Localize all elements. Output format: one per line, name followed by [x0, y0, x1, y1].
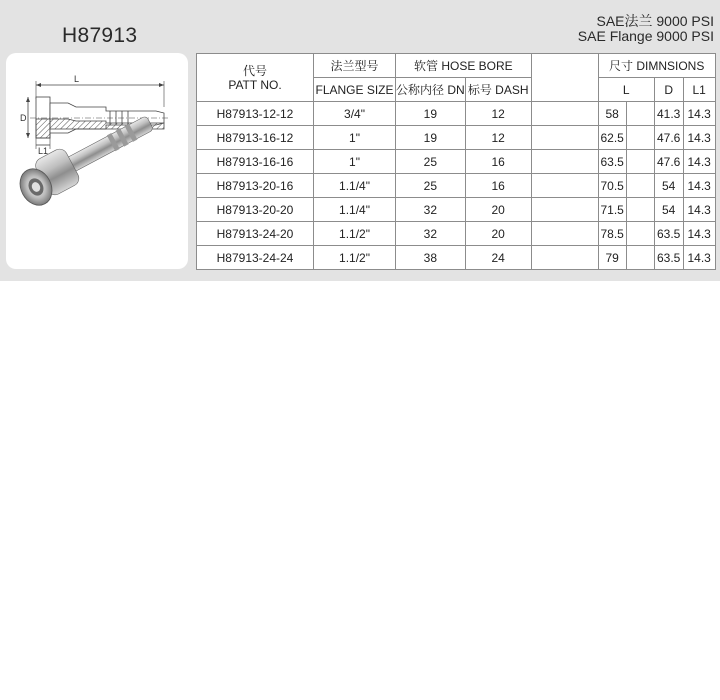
product-image-card: [6, 53, 188, 269]
spec-en: SAE Flange 9000 PSI: [577, 28, 714, 44]
cell-blank: [531, 126, 598, 150]
cell-blank: [626, 102, 654, 126]
cell-flange: 1.1/2": [314, 222, 396, 246]
col-header-blank: [531, 54, 598, 102]
cell-flange: 1.1/2": [314, 246, 396, 270]
table-row: [197, 222, 716, 246]
cell-L1: 14.3: [683, 198, 715, 222]
cell-blank: [626, 150, 654, 174]
cell-dn: 25: [396, 150, 466, 174]
col-header-patt-no: [197, 54, 314, 102]
cell-code: H87913-20-16: [197, 174, 314, 198]
col-header-dn: 公称内径 DN: [396, 78, 466, 102]
cell-blank: [626, 126, 654, 150]
cell-blank: [531, 222, 598, 246]
cell-L1: 14.3: [683, 102, 715, 126]
dim-label-L: L: [74, 74, 80, 84]
cell-dash: 12: [465, 102, 531, 126]
dim-label-L1: L1: [38, 146, 49, 156]
cell-dash: 16: [465, 174, 531, 198]
cell-D: 41.3: [654, 102, 683, 126]
cell-dn: 32: [396, 222, 466, 246]
catalog-sheet: [0, 0, 720, 281]
cell-L1: 14.3: [683, 222, 715, 246]
cell-blank: [626, 198, 654, 222]
cell-L: 62.5: [598, 126, 626, 150]
col-header-hose-bore: 软管 HOSE BORE: [396, 54, 532, 78]
cell-D: 47.6: [654, 126, 683, 150]
spec-block: [578, 14, 714, 44]
cell-L1: 14.3: [683, 150, 715, 174]
cell-L: 79: [598, 246, 626, 270]
table-row: [197, 126, 716, 150]
cell-D: 54: [654, 198, 683, 222]
col-header-flange-size: FLANGE SIZE: [314, 78, 396, 102]
cell-D: 63.5: [654, 222, 683, 246]
col-header-flange-cn: 法兰型号: [314, 54, 396, 78]
cell-L: 58: [598, 102, 626, 126]
cell-D: 63.5: [654, 246, 683, 270]
cell-L1: 14.3: [683, 174, 715, 198]
cell-D: 54: [654, 174, 683, 198]
cell-L: 63.5: [598, 150, 626, 174]
spec-cn: SAE法兰 9000 PSI: [596, 13, 714, 29]
cell-dash: 20: [465, 222, 531, 246]
part-title: H87913: [62, 24, 138, 47]
fitting-technical-drawing: [6, 53, 188, 269]
cell-blank: [626, 174, 654, 198]
cell-L1: 14.3: [683, 246, 715, 270]
table-row: [197, 174, 716, 198]
cell-dash: 20: [465, 198, 531, 222]
col-header-D: D: [654, 78, 683, 102]
cell-L1: 14.3: [683, 126, 715, 150]
cell-L: 70.5: [598, 174, 626, 198]
cell-flange: 1.1/4": [314, 174, 396, 198]
col-header-dash: 标号 DASH: [465, 78, 531, 102]
cell-D: 47.6: [654, 150, 683, 174]
col-header-patt-no-cn: 代号: [242, 63, 267, 78]
col-header-L: L: [598, 78, 654, 102]
dim-label-D: D: [20, 113, 27, 123]
cell-blank: [531, 246, 598, 270]
cell-flange: 1": [314, 150, 396, 174]
cell-code: H87913-16-12: [197, 126, 314, 150]
cell-L: 78.5: [598, 222, 626, 246]
cell-code: H87913-12-12: [197, 102, 314, 126]
cell-flange: 1": [314, 126, 396, 150]
cell-code: H87913-24-20: [197, 222, 314, 246]
table-row: [197, 246, 716, 270]
cell-code: H87913-24-24: [197, 246, 314, 270]
table-row: [197, 102, 716, 126]
col-header-dimensions: 尺寸 DIMNSIONS: [598, 54, 715, 78]
cell-dn: 25: [396, 174, 466, 198]
cell-flange: 3/4": [314, 102, 396, 126]
cell-dash: 16: [465, 150, 531, 174]
table-row: [197, 150, 716, 174]
cell-dn: 19: [396, 126, 466, 150]
cell-dn: 19: [396, 102, 466, 126]
cell-dn: 38: [396, 246, 466, 270]
cell-blank: [626, 246, 654, 270]
col-header-L1: L1: [683, 78, 715, 102]
col-header-patt-no-en: PATT NO.: [228, 77, 282, 92]
cell-code: H87913-16-16: [197, 150, 314, 174]
cell-blank: [531, 102, 598, 126]
cell-blank: [531, 198, 598, 222]
cell-dn: 32: [396, 198, 466, 222]
cell-dash: 12: [465, 126, 531, 150]
cell-blank: [531, 174, 598, 198]
cell-code: H87913-20-20: [197, 198, 314, 222]
cell-L: 71.5: [598, 198, 626, 222]
cell-blank: [626, 222, 654, 246]
specification-table: [196, 53, 716, 270]
cell-flange: 1.1/4": [314, 198, 396, 222]
cell-blank: [531, 150, 598, 174]
table-row: [197, 198, 716, 222]
cell-dash: 24: [465, 246, 531, 270]
